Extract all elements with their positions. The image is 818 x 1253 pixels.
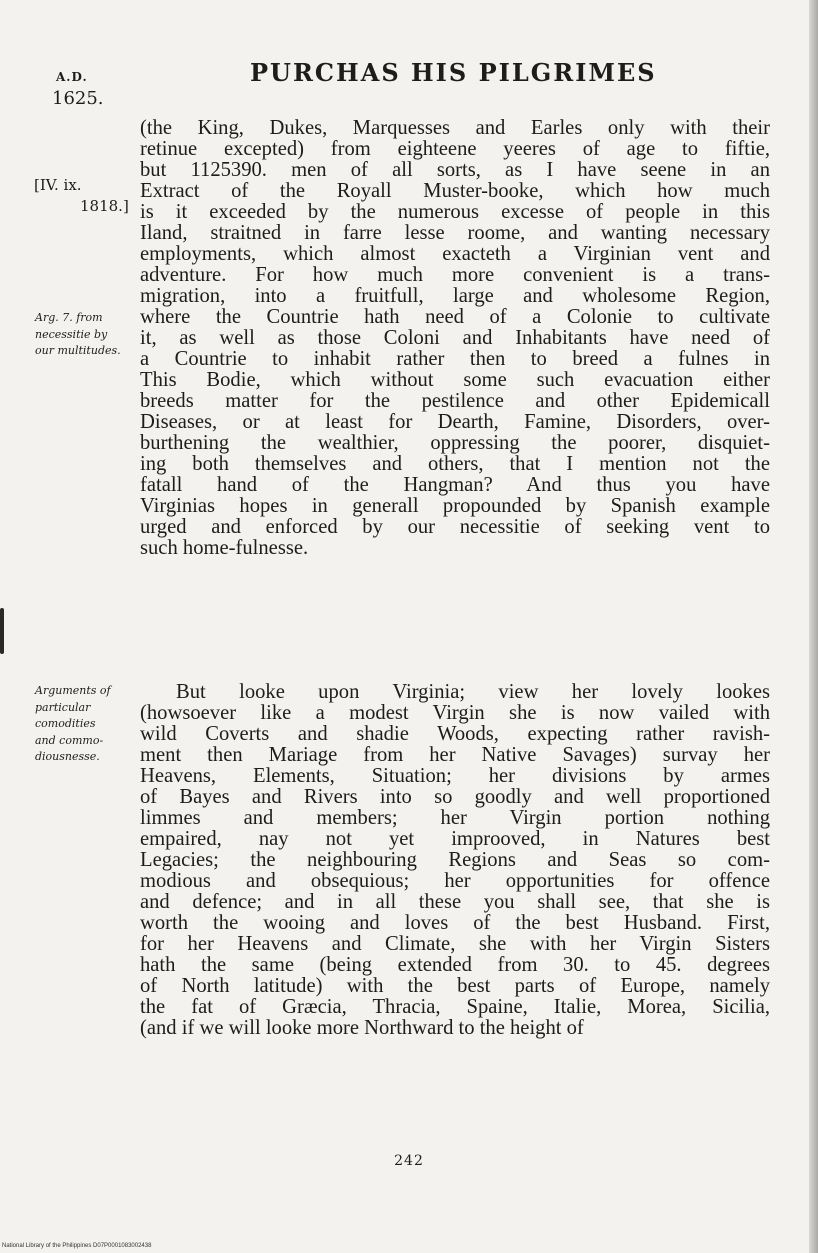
paragraph-2 — [140, 682, 770, 1039]
text-line: migration, into a fruitfull, large and wholesome Region, — [140, 285, 770, 307]
text-line: empaired, nay not yet improoved, in Natures best — [140, 828, 770, 850]
text-line: such home-fulnesse. — [140, 537, 309, 559]
margin-note-line: Arg. 7. from — [35, 311, 103, 324]
text-line: ment then Mariage from her Native Savages) survay her — [140, 744, 770, 766]
text-line: Heavens, Elements, Situation; her divisions by armes — [140, 765, 770, 787]
page-number: 242 — [394, 1153, 424, 1169]
text-line: burthening the wealthier, oppressing the poorer, disquiet- — [140, 432, 770, 454]
scan-footer: National Library of the Philippines D07P0001083002438 — [2, 1243, 152, 1249]
text-line: Legacies; the neighbouring Regions and Seas so com- — [140, 849, 770, 871]
text-line: (and if we will looke more Northward to the height of — [140, 1017, 584, 1039]
text-line: a Countrie to inhabit rather then to breed a fulnes in — [140, 348, 770, 370]
text-line: but 1125390. men of all sorts, as I have seene in an — [140, 159, 770, 181]
text-line: Iland, straitned in farre lesse roome, and wanting necessary — [140, 222, 770, 244]
text-line: the fat of Græcia, Thracia, Spaine, Italie, Morea, Sicilia, — [140, 996, 770, 1018]
text-line: fatall hand of the Hangman? And thus you have — [140, 474, 770, 496]
margin-note-arguments — [35, 683, 111, 766]
text-line: is it exceeded by the numerous excesse of people in this — [140, 201, 770, 223]
page-edge-shadow — [809, 0, 818, 1253]
text-line: hath the same (being extended from 30. to 45. degrees — [140, 954, 770, 976]
running-title: PURCHAS HIS PILGRIMES — [250, 58, 657, 87]
margin-year: 1625. — [52, 88, 104, 109]
margin-ref-page: 1818.] — [80, 197, 129, 215]
margin-ref-volume: [IV. ix. — [34, 176, 82, 194]
text-line: Extract of the Royall Muster-booke, which how much — [140, 180, 770, 202]
text-line: worth the wooing and loves of the best Husband. First, — [140, 912, 770, 934]
text-line: where the Countrie hath need of a Colonie to cultivate — [140, 306, 770, 328]
text-line: Diseases, or at least for Dearth, Famine, Disorders, over- — [140, 411, 770, 433]
margin-note-line: Arguments of — [35, 684, 111, 697]
text-line: wild Coverts and shadie Woods, expecting rather ravish- — [140, 723, 770, 745]
margin-note-line: necessitie by — [35, 327, 108, 341]
text-line: and defence; and in all these you shall see, that she is — [140, 891, 770, 913]
margin-note-argument-7 — [35, 310, 121, 360]
text-line: limmes and members; her Virgin portion nothing — [140, 807, 770, 829]
text-line: urged and enforced by our necessitie of seeking vent to — [140, 516, 770, 538]
text-line: for her Heavens and Climate, she with her Virgin Sisters — [140, 933, 770, 955]
text-line: it, as well as those Coloni and Inhabitants have need of — [140, 327, 770, 349]
text-line: (the King, Dukes, Marquesses and Earles only with their — [140, 117, 770, 139]
text-line: adventure. For how much more convenient is a trans- — [140, 264, 770, 286]
binding-mark — [0, 608, 4, 654]
paragraph-1 — [140, 118, 770, 559]
margin-note-line: particular — [35, 700, 91, 714]
text-line: ing both themselves and others, that I mention not the — [140, 453, 770, 475]
margin-note-line: and commo- — [35, 733, 104, 747]
text-line: (howsoever like a modest Virgin she is now vailed with — [140, 702, 770, 724]
margin-note-line: comodities — [35, 717, 96, 730]
text-line: of North latitude) with the best parts of Europe, namely — [140, 975, 770, 997]
text-line: retinue excepted) from eighteene yeeres of age to fiftie, — [140, 138, 770, 160]
text-line: This Bodie, which without some such evacuation either — [140, 369, 770, 391]
ad-label: A.D. — [56, 70, 88, 84]
margin-note-line: diousnesse. — [35, 750, 100, 763]
text-line: employments, which almost exacteth a Virginian vent and — [140, 243, 770, 265]
margin-note-line: our multitudes. — [35, 344, 121, 357]
text-line: But looke upon Virginia; view her lovely lookes — [176, 681, 770, 703]
text-line: modious and obsequious; her opportunities for offence — [140, 870, 770, 892]
text-line: Virginias hopes in generall propounded by Spanish example — [140, 495, 770, 517]
text-line: breeds matter for the pestilence and other Epidemicall — [140, 390, 770, 412]
text-line: of Bayes and Rivers into so goodly and well proportioned — [140, 786, 770, 808]
